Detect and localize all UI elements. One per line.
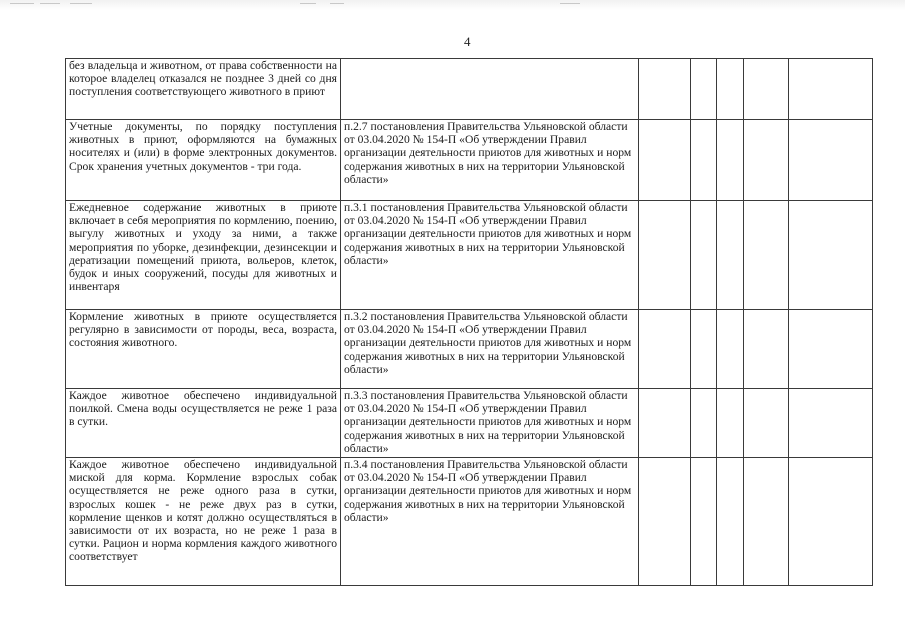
requirement-cell: Учетные документы, по порядку поступления животных в приют, оформляются на бумажных носителях и (или) в форме электронных документов. Срок хранения учетных документов - три года.: [66, 120, 341, 201]
check-cell-yes: [639, 458, 691, 586]
check-cell-note: [789, 310, 873, 389]
check-cell-note: [789, 389, 873, 458]
reference-cell: п.3.3 постановления Правительства Ульяновской области от 03.04.2020 № 154-П «Об утверждении Правил организации деятельности приютов для животных и норм содержания животных в них на территории Ульяновской области»: [341, 389, 639, 458]
check-cell-no: [691, 458, 717, 586]
check-cell-yes: [639, 310, 691, 389]
check-cell-yes: [639, 59, 691, 120]
table-row: [66, 201, 873, 310]
requirement-cell: Каждое животное обеспечено индивидуальной поилкой. Смена воды осуществляется не реже 1 раза в сутки.: [66, 389, 341, 458]
reference-cell: п.2.7 постановления Правительства Ульяновской области от 03.04.2020 № 154-П «Об утверждении Правил организации деятельности приютов для животных и норм содержания животных в них на территории Ульяновской области»: [341, 120, 639, 201]
table-row: [66, 310, 873, 389]
check-cell-na: [717, 59, 744, 120]
reference-cell: п.3.2 постановления Правительства Ульяновской области от 03.04.2020 № 154-П «Об утверждении Правил организации деятельности приютов для животных и норм содержания животных в них на территории Ульяновской области»: [341, 310, 639, 389]
check-cell-extra: [744, 310, 789, 389]
scan-mark: [10, 3, 34, 4]
check-cell-yes: [639, 389, 691, 458]
check-cell-no: [691, 389, 717, 458]
requirement-cell: Ежедневное содержание животных в приюте включает в себя мероприятия по кормлению, поению, выгулу животных и уходу за ними, а также мероприятия по уборке, дезинфекции, дезинсекции и дератизации помещений приюта, вольеров, клеток, будок и иных сооружений, посуды для животных и инвентаря: [66, 201, 341, 310]
check-cell-note: [789, 59, 873, 120]
check-cell-yes: [639, 120, 691, 201]
scan-mark: [330, 3, 344, 4]
check-cell-extra: [744, 120, 789, 201]
requirement-cell: без владельца и животном, от права собственности на которое владелец отказался не позднее 3 дней со дня поступления соответствующего животного в приют: [66, 59, 341, 120]
check-cell-na: [717, 201, 744, 310]
check-cell-no: [691, 201, 717, 310]
scan-mark: [40, 3, 60, 4]
check-cell-yes: [639, 201, 691, 310]
check-cell-extra: [744, 389, 789, 458]
check-cell-na: [717, 120, 744, 201]
table-row: [66, 389, 873, 458]
table-row: [66, 458, 873, 586]
requirements-table: [65, 58, 873, 586]
check-cell-na: [717, 310, 744, 389]
requirement-cell: Кормление животных в приюте осуществляется регулярно в зависимости от породы, веса, возраста, состояния животного.: [66, 310, 341, 389]
table-row: [66, 59, 873, 120]
check-cell-extra: [744, 59, 789, 120]
scan-mark: [560, 3, 580, 4]
check-cell-no: [691, 59, 717, 120]
check-cell-no: [691, 120, 717, 201]
check-cell-extra: [744, 458, 789, 586]
check-cell-extra: [744, 201, 789, 310]
check-cell-na: [717, 389, 744, 458]
check-cell-no: [691, 310, 717, 389]
table-row: [66, 120, 873, 201]
scan-top-edge: [0, 0, 905, 10]
page-number: 4: [464, 34, 471, 49]
check-cell-na: [717, 458, 744, 586]
requirement-cell: Каждое животное обеспечено индивидуальной миской для корма. Кормление взрослых собак осуществляется не реже одного раза в сутки, взрослых кошек - не реже двух раз в сутки, кормление щенков и котят должно осуществляться в зависимости от их возраста, но не реже 1 раза в сутки. Рацион и норма кормления каждого животного соответствует: [66, 458, 341, 586]
check-cell-note: [789, 120, 873, 201]
check-cell-note: [789, 201, 873, 310]
check-cell-note: [789, 458, 873, 586]
reference-cell: [341, 59, 639, 120]
scan-mark: [70, 3, 92, 4]
reference-cell: п.3.1 постановления Правительства Ульяновской области от 03.04.2020 № 154-П «Об утверждении Правил организации деятельности приютов для животных и норм содержания животных в них на территории Ульяновской области»: [341, 201, 639, 310]
reference-cell: п.3.4 постановления Правительства Ульяновской области от 03.04.2020 № 154-П «Об утверждении Правил организации деятельности приютов для животных и норм содержания животных в них на территории Ульяновской области»: [341, 458, 639, 586]
scan-mark: [300, 3, 316, 4]
